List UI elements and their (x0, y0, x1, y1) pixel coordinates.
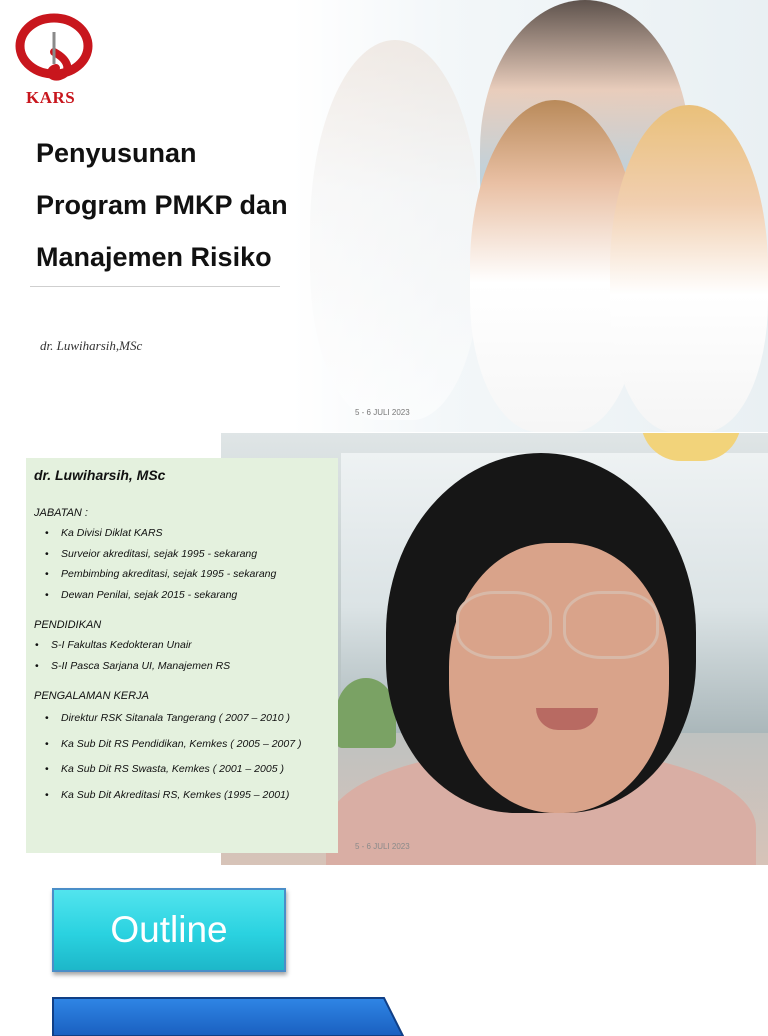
slide-date: 5 - 6 JULI 2023 (355, 842, 410, 851)
pendidikan-heading: PENDIDIKAN (34, 619, 102, 631)
logo-text: KARS (26, 88, 76, 107)
title-line-2: Program PMKP dan (36, 190, 288, 220)
list-item: • S-I Fakultas Kedokteran Unair (34, 635, 330, 656)
title-line-1: Penyusunan (36, 138, 197, 168)
jabatan-heading: JABATAN : (34, 507, 88, 519)
plant (336, 678, 396, 748)
list-item: • Surveior akreditasi, sejak 1995 - sekarang (34, 544, 330, 565)
pengalaman-list (34, 706, 330, 808)
list-item: • Dewan Penilai, sejak 2015 - sekarang (34, 585, 330, 606)
pendidikan-list (34, 635, 330, 676)
jabatan-list (34, 523, 330, 605)
list-item: • Ka Divisi Diklat KARS (34, 523, 330, 544)
author-signature: dr. Luwiharsih,MSc (40, 338, 143, 353)
title-slide (0, 0, 768, 432)
male-doctor-figure (310, 40, 480, 420)
list-item: • Ka Sub Dit RS Pendidikan, Kemkes ( 2005 – 2007 ) (34, 732, 330, 758)
title-divider (30, 286, 280, 287)
pengalaman-heading: PENGALAMAN KERJA (34, 690, 149, 702)
title-line-3: Manajemen Risiko (36, 242, 272, 272)
speaker-bio-box (26, 458, 338, 853)
outline-button[interactable]: Outline (52, 888, 286, 972)
doctors-photo (270, 0, 768, 432)
slide-date: 5 - 6 JULI 2023 (355, 408, 410, 417)
list-item: • Pembimbing akreditasi, sejak 1995 - sekarang (34, 564, 330, 585)
glasses-left-lens (456, 591, 552, 659)
speaker-slide (0, 433, 768, 865)
glasses-right-lens (563, 591, 659, 659)
arrow-banner-shape (52, 996, 404, 1036)
list-item: • Ka Sub Dit Akreditasi RS, Kemkes (1995 – 2001) (34, 783, 330, 809)
list-item: • S-II Pasca Sarjana UI, Manajemen RS (34, 656, 330, 677)
speaker-face (449, 543, 669, 813)
list-item: • Ka Sub Dit RS Swasta, Kemkes ( 2001 – 2005 ) (34, 757, 330, 783)
speaker-name: dr. Luwiharsih, MSc (34, 467, 166, 483)
blonde-doctor-figure (610, 105, 768, 432)
list-item: • Direktur RSK Sitanala Tangerang ( 2007 – 2010 ) (34, 706, 330, 732)
